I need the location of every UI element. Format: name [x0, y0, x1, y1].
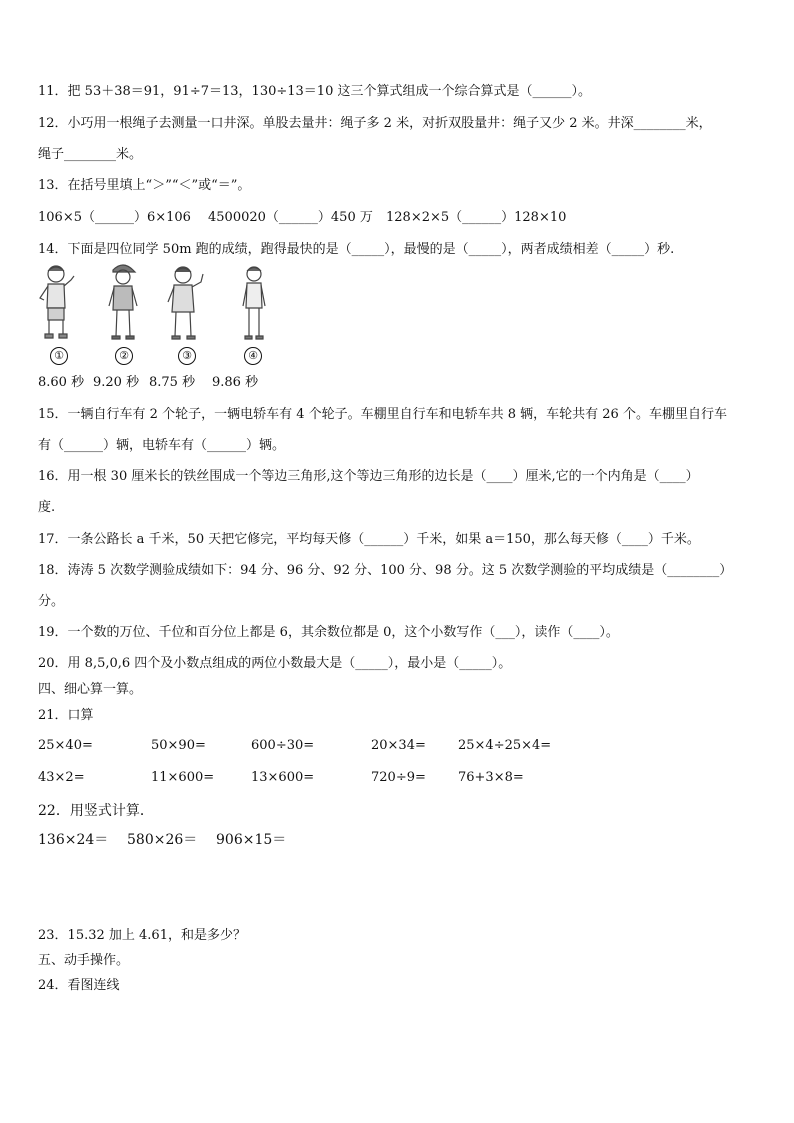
question-13-items: [38, 210, 758, 226]
question-15-line2: 有（______）辆，电轿车有（______）辆。: [38, 438, 286, 453]
question-16-line1: 16．用一根 30 厘米长的铁丝围成一个等边三角形,这个等边三角形的边长是（____）厘米,它的一个内角是（____）: [38, 469, 699, 484]
section-4-heading: 四、细心算一算。: [38, 682, 143, 697]
oral-calc-item: 25×40=: [38, 738, 93, 753]
student-label-2: ②: [115, 347, 133, 365]
vertical-calc-item: 906×15＝: [216, 832, 287, 848]
oral-calc-item: 11×600=: [151, 770, 215, 785]
time-4: 9.86 秒: [212, 375, 259, 390]
oral-calc-item: 20×34=: [371, 738, 426, 753]
student-label-1: ①: [50, 347, 68, 365]
student-2-illustration: [101, 262, 145, 342]
vertical-calc-item: 136×24＝: [38, 832, 109, 848]
question-23: 23．15.32 加上 4.61，和是多少？: [38, 928, 246, 943]
student-3-illustration: [163, 262, 207, 342]
question-16-line2: 度.: [38, 500, 56, 515]
student-label-3: ③: [178, 347, 196, 365]
compare-item-2: 4500020（______）450 万: [208, 210, 373, 225]
time-1: 8.60 秒: [38, 375, 85, 390]
oral-calc-item: 76+3×8=: [458, 770, 524, 785]
question-12-line1: 12．小巧用一根绳子去测量一口井深。单股去量井：绳子多 2 米，对折双股量井：绳子又少 2 米。井深________米，: [38, 116, 712, 131]
question-12-line2: 绳子________米。: [38, 147, 143, 162]
oral-calc-item: 43×2=: [38, 770, 85, 785]
question-18-line1: 18．涛涛 5 次数学测验成绩如下：94 分、96 分、92 分、100 分、98 分。这 5 次数学测验的平均成绩是（________）: [38, 563, 733, 578]
question-11: 11．把 53＋38＝91，91÷7＝13，130÷13＝10 这三个算式组成一个综合算式是（______）。: [38, 84, 591, 99]
oral-calc-item: 13×600=: [251, 770, 315, 785]
question-20: 20．用 8,5,0,6 四个及小数点组成的两位小数最大是（_____），最小是（_____）。: [38, 656, 512, 671]
oral-calc-row-1: [38, 738, 758, 754]
student-1-illustration: [34, 262, 78, 342]
oral-calc-item: 600÷30=: [251, 738, 315, 753]
compare-item-1: 106×5（______）6×106: [38, 210, 191, 225]
time-2: 9.20 秒: [93, 375, 140, 390]
compare-item-3: 128×2×5（______）128×10: [386, 210, 567, 225]
question-22: 22．用竖式计算．: [38, 803, 154, 819]
question-24: 24．看图连线: [38, 978, 120, 993]
student-times: [38, 375, 338, 391]
vertical-calc-items: [38, 832, 438, 850]
time-3: 8.75 秒: [149, 375, 196, 390]
oral-calc-item: 50×90=: [151, 738, 206, 753]
student-4-illustration: [232, 262, 276, 342]
oral-calc-item: 25×4÷25×4=: [458, 738, 552, 753]
student-label-4: ④: [244, 347, 262, 365]
vertical-calc-item: 580×26＝: [127, 832, 198, 848]
question-13: 13．在括号里填上“＞”“＜”或“＝”。: [38, 178, 251, 193]
question-19: 19．一个数的万位、千位和百分位上都是 6，其余数位都是 0，这个小数写作（___），读作（____）。: [38, 625, 619, 640]
section-5-heading: 五、动手操作。: [38, 953, 130, 968]
question-17: 17．一条公路长 a 千米，50 天把它修完，平均每天修（______）千米，如果 a＝150，那么每天修（____）千米。: [38, 532, 700, 547]
question-18-line2: 分。: [38, 594, 65, 609]
question-15-line1: 15．一辆自行车有 2 个轮子，一辆电轿车有 4 个轮子。车棚里自行车和电轿车共 8 辆，车轮共有 26 个。车棚里自行车: [38, 407, 727, 422]
question-21: 21．口算: [38, 708, 94, 723]
oral-calc-row-2: [38, 770, 758, 786]
question-14: 14．下面是四位同学 50m 跑的成绩，跑得最快的是（_____），最慢的是（_____），两者成绩相差（_____）秒.: [38, 242, 675, 257]
oral-calc-item: 720÷9=: [371, 770, 426, 785]
